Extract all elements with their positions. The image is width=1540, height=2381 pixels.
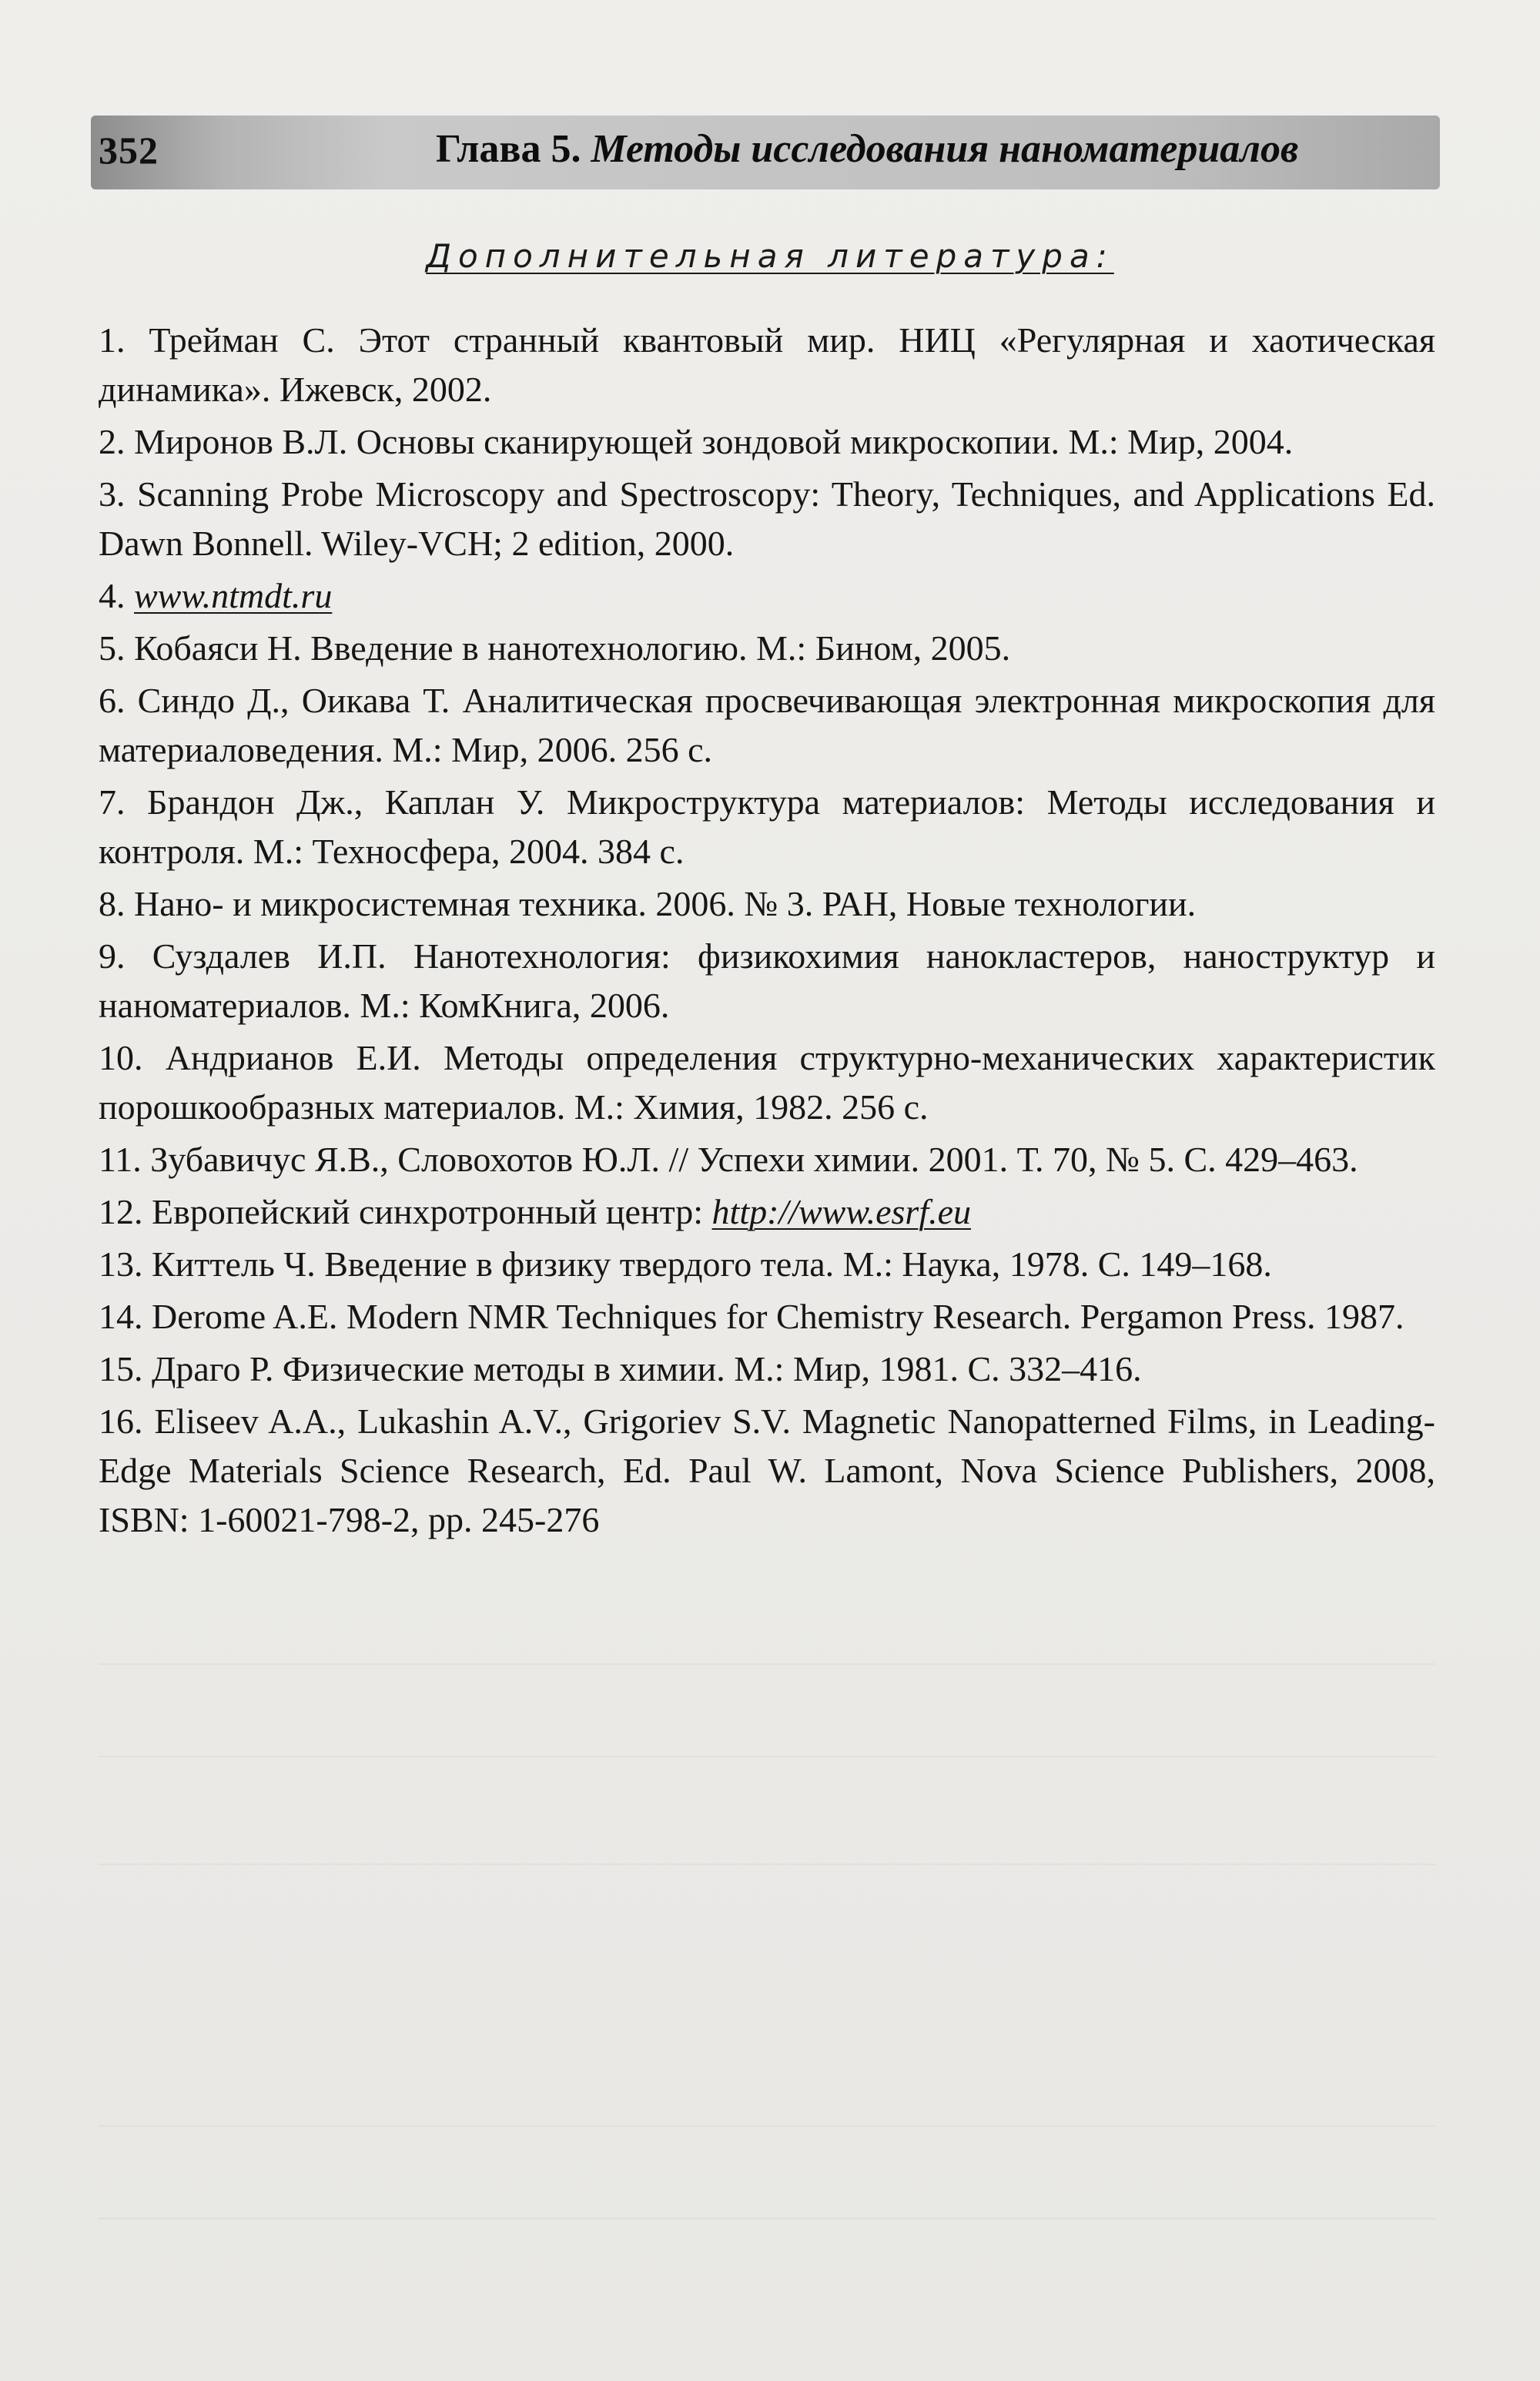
show-through-line bbox=[99, 1756, 1435, 1757]
reference-number: 10. bbox=[99, 1038, 143, 1077]
reference-text: Суздалев И.П. Нанотехнология: физикохимия нанокластеров, наноструктур и наноматериалов. М.: КомКнига, 2006. bbox=[99, 936, 1435, 1025]
reference-number: 9. bbox=[99, 936, 126, 976]
reference-item bbox=[99, 571, 1435, 621]
reference-text: Киттель Ч. Введение в физику твердого тела. М.: Наука, 1978. С. 149–168. bbox=[152, 1244, 1272, 1284]
reference-text: Кобаяси Н. Введение в нанотехнологию. М.: Бином, 2005. bbox=[134, 628, 1011, 668]
reference-number: 13. bbox=[99, 1244, 143, 1284]
reference-item bbox=[99, 1345, 1435, 1394]
reference-number: 4. bbox=[99, 576, 126, 615]
reference-text: Трейман С. Этот странный квантовый мир. НИЦ «Регулярная и хаотическая динамика». Ижевск, 2002. bbox=[99, 320, 1435, 409]
reference-item bbox=[99, 1240, 1435, 1289]
reference-text: Eliseev A.A., Lukashin A.V., Grigoriev S.V. Magnetic Nanopatterned Films, in Leading-Edge Materials Science Research, Ed. Paul W. Lamont, Nova Science Publishers, 2008, ISBN: 1-60021-798-2, pp. 245-276 bbox=[99, 1401, 1435, 1539]
reference-item bbox=[99, 932, 1435, 1030]
reference-item bbox=[99, 417, 1435, 467]
reference-text: Европейский синхротронный центр: bbox=[152, 1192, 712, 1231]
reference-item bbox=[99, 624, 1435, 673]
reference-number: 15. bbox=[99, 1349, 143, 1388]
reference-list bbox=[99, 316, 1435, 1548]
reference-number: 6. bbox=[99, 681, 126, 720]
reference-number: 3. bbox=[99, 474, 126, 514]
page-number: 352 bbox=[99, 129, 159, 172]
reference-item bbox=[99, 676, 1435, 775]
show-through-line bbox=[99, 1864, 1435, 1865]
reference-item bbox=[99, 1187, 1435, 1237]
section-heading bbox=[0, 237, 1540, 275]
reference-item bbox=[99, 1397, 1435, 1545]
reference-number: 14. bbox=[99, 1297, 143, 1336]
reference-text: Миронов В.Л. Основы сканирующей зондовой микроскопии. М.: Мир, 2004. bbox=[134, 422, 1294, 461]
reference-text: Scanning Probe Microscopy and Spectroscopy: Theory, Techniques, and Applications Ed. Dawn Bonnell. Wiley-VCH; 2 edition, 2000. bbox=[99, 474, 1435, 563]
reference-item bbox=[99, 316, 1435, 414]
reference-number: 2. bbox=[99, 422, 126, 461]
reference-text: Derome A.E. Modern NMR Techniques for Chemistry Research. Pergamon Press. 1987. bbox=[152, 1297, 1404, 1336]
show-through-line bbox=[99, 1663, 1435, 1665]
reference-text: Зубавичус Я.В., Словохотов Ю.Л. // Успехи химии. 2001. Т. 70, № 5. С. 429–463. bbox=[150, 1140, 1358, 1179]
reference-text: Нано- и микросистемная техника. 2006. № 3. РАН, Новые технологии. bbox=[134, 884, 1197, 923]
chapter-title-italic: Методы исследования наноматериалов bbox=[591, 127, 1299, 171]
reference-item bbox=[99, 1292, 1435, 1341]
reference-number: 7. bbox=[99, 782, 126, 822]
reference-number: 1. bbox=[99, 320, 126, 360]
show-through-line bbox=[99, 2218, 1435, 2219]
reference-link[interactable]: www.ntmdt.ru bbox=[134, 576, 333, 615]
reference-item bbox=[99, 879, 1435, 929]
reference-item bbox=[99, 778, 1435, 876]
reference-number: 11. bbox=[99, 1140, 142, 1179]
chapter-prefix: Глава 5. bbox=[436, 127, 591, 171]
reference-text: Синдо Д., Оикава Т. Аналитическая просвечивающая электронная микроскопия для материаловедения. М.: Мир, 2006. 256 с. bbox=[99, 681, 1435, 769]
reference-text: Брандон Дж., Каплан У. Микроструктура материалов: Методы исследования и контроля. М.: Техносфера, 2004. 384 с. bbox=[99, 782, 1435, 871]
reference-number: 8. bbox=[99, 884, 126, 923]
reference-number: 16. bbox=[99, 1401, 143, 1441]
reference-text: Драго Р. Физические методы в химии. М.: Мир, 1981. С. 332–416. bbox=[152, 1349, 1142, 1388]
show-through-line bbox=[99, 2125, 1435, 2127]
reference-number: 5. bbox=[99, 628, 126, 668]
reference-item bbox=[99, 1033, 1435, 1132]
reference-text: Андрианов Е.И. Методы определения структурно-механических характеристик порошкообразных материалов. М.: Химия, 1982. 256 с. bbox=[99, 1038, 1435, 1127]
chapter-title bbox=[436, 126, 1298, 172]
reference-item bbox=[99, 1135, 1435, 1184]
section-heading-text: Дополнительная литература: bbox=[426, 237, 1114, 275]
reference-number: 12. bbox=[99, 1192, 143, 1231]
reference-link[interactable]: http://www.esrf.eu bbox=[711, 1192, 972, 1231]
reference-item bbox=[99, 470, 1435, 568]
